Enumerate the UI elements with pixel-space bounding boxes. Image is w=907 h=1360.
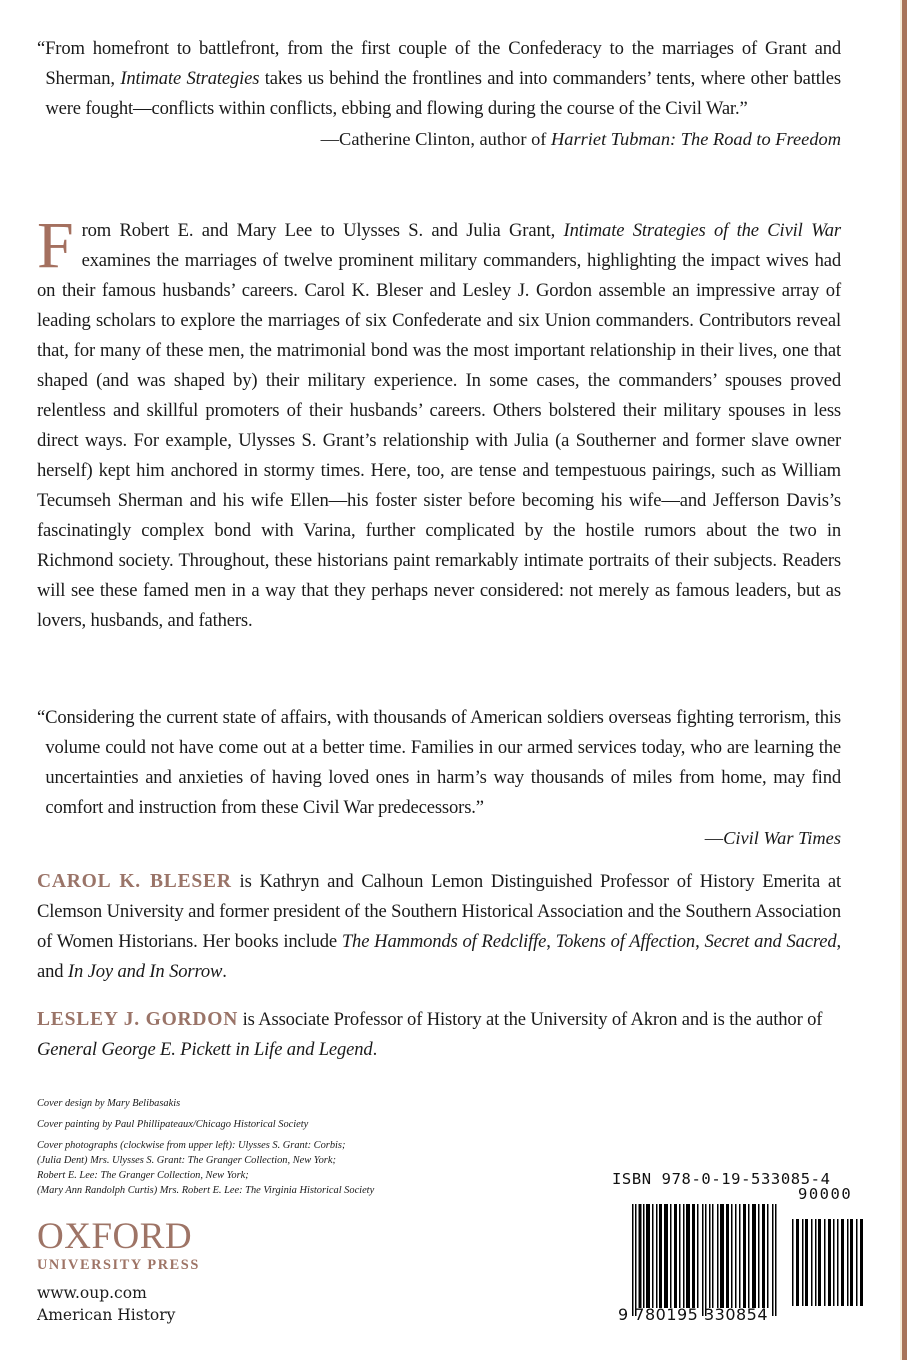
- book-description: [37, 209, 841, 636]
- cover-photo-credit-line: Cover photographs (clockwise from upper left): Ulysses S. Grant: Corbis;: [37, 1140, 346, 1151]
- ean13-bars: [632, 1204, 780, 1316]
- quote-attribution: —Catherine Clinton, author of Harriet Tubman: The Road to Freedom: [320, 129, 841, 149]
- review-quote-civil-war-times: [37, 703, 841, 853]
- author-bio-text: LESLEY J. GORDON is Associate Professor of History at the University of Akron and is the author of General George E. Pickett in Life and Legend.: [37, 1009, 823, 1060]
- quote-book-title: Intimate Strategies: [120, 68, 260, 89]
- review-quote-clinton: [37, 34, 841, 154]
- publisher-footer: [37, 1282, 175, 1326]
- quote-text: “From homefront to battlefront, from the first couple of the Confederacy to the marriages of Grant and Sherman, Intimate Strategies takes us behind the frontlines and into commanders’ tents, where other battles were fought—conflicts within conflicts, ebbing and flowing during the course of the Civil War.”: [37, 38, 841, 119]
- cover-photo-credit-line: (Mary Ann Randolph Curtis) Mrs. Robert E. Lee: The Virginia Historical Society: [37, 1185, 375, 1196]
- cover-photo-credit-line: Robert E. Lee: The Granger Collection, New York;: [37, 1170, 249, 1181]
- spine-edge-strip: [902, 0, 907, 1360]
- ean-digits: 9 780195 330854: [618, 1305, 769, 1324]
- description-text: From Robert E. and Mary Lee to Ulysses S. and Julia Grant, Intimate Strategies of the Civil War examines the marriages of twelve prominent military commanders, highlighting the impact wives had on their famous husbands’ careers. Carol K. Bleser and Lesley J. Gordon assemble an impressive array of leading scholars to explore the marriages of six Confederate and six Union commanders. Contributors reveal that, for many of these men, the matrimonial bond was the most important relationship in their lives, one that shaped (and was shaped by) their military experience. In some cases, the commanders’ spouses proved relentless and skillful promoters of their husbands’ careers. Others bolstered their military spouses in less direct ways. For example, Ulysses S. Grant’s relationship with Julia (a Southerner and former slave owner herself) kept him anchored in stormy times. Here, too, are tense and tempestuous pairings, such as William Tecumseh Sherman and his wife Ellen—his foster sister before becoming his wife—and Jefferson Davis’s fascinatingly complex bond with Varina, further complicated by the hostile rumors about the two in Richmond society. Throughout, these historians paint remarkably intimate portraits of their subjects. Readers will see these famed men in a way that they perhaps never considered: not merely as famous leaders, but as lovers, husbands, and fathers.: [37, 209, 841, 631]
- cover-design-credit: Cover design by Mary Belibasakis: [37, 1098, 181, 1109]
- price-addon-number: 90000: [798, 1185, 853, 1203]
- author-bio-gordon: [37, 1005, 841, 1065]
- description-book-title: Intimate Strategies of the Civil War: [563, 220, 841, 241]
- addon-bars: [792, 1219, 864, 1306]
- cover-photo-credit-line: (Julia Dent) Mrs. Ulysses S. Grant: The Granger Collection, New York;: [37, 1155, 336, 1166]
- publisher-website: www.oup.com: [37, 1284, 147, 1302]
- publisher-subname: UNIVERSITY PRESS: [37, 1257, 200, 1273]
- author-bio-text: CAROL K. BLESER is Kathryn and Calhoun Lemon Distinguished Professor of History Emerita at Clemson University and former president of the Southern Historical Association and the Southern Association of Women Historians. Her books include The Hammonds of Redcliffe, Tokens of Affection, Secret and Sacred, and In Joy and In Sorrow.: [37, 871, 842, 982]
- publisher-logo: [37, 1218, 200, 1274]
- quote-text: “Considering the current state of affairs, with thousands of American soldiers overseas fighting terrorism, this volume could not have come out at a better time. Families in our armed services today, who are learning the uncertainties and anxieties of having loved ones in harm’s way thousands of miles from home, may find comfort and instruction from these Civil War predecessors.”: [37, 707, 841, 818]
- publisher-name: OXFORD: [37, 1216, 193, 1257]
- drop-cap: F: [37, 209, 74, 282]
- isbn-label: ISBN 978-0-19-533085-4: [612, 1170, 831, 1188]
- author-name: LESLEY J. GORDON: [37, 1009, 239, 1030]
- subject-category: American History: [37, 1306, 176, 1324]
- author-name: CAROL K. BLESER: [37, 871, 232, 892]
- author-bio-bleser: [37, 867, 841, 987]
- quote-attribution: —Civil War Times: [704, 828, 841, 848]
- cover-painting-credit: Cover painting by Paul Phillipateaux/Chicago Historical Society: [37, 1119, 309, 1130]
- cover-credits: [37, 1096, 457, 1198]
- isbn-barcode: [600, 1170, 860, 1330]
